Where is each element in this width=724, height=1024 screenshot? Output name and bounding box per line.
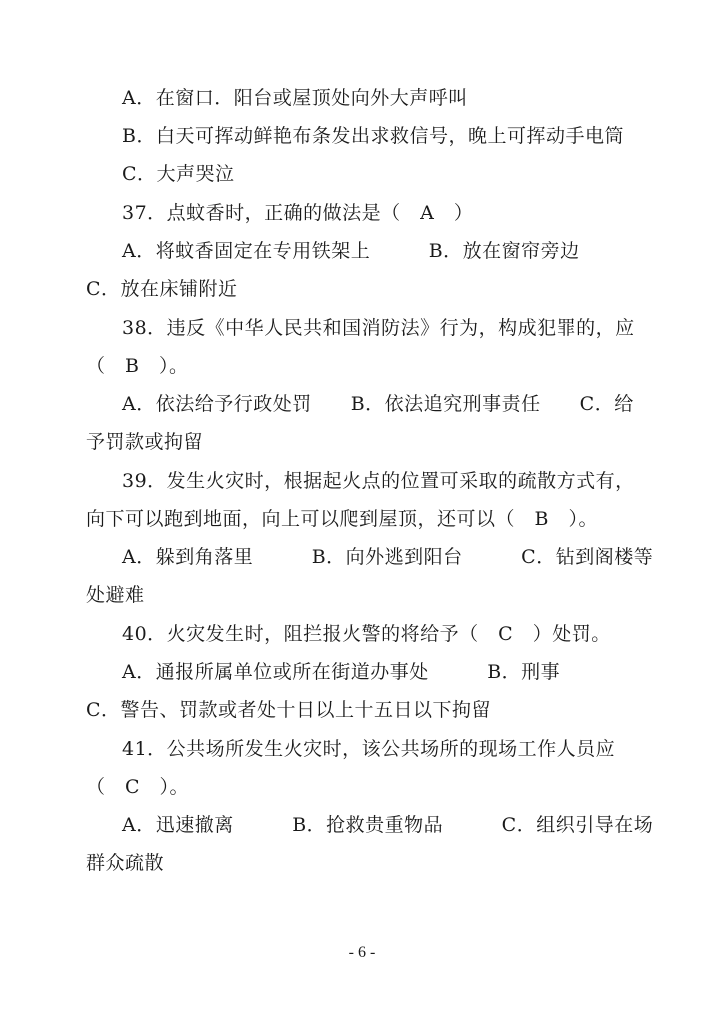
option-line: A．通报所属单位或所在街道办事处 B．刑事 bbox=[122, 661, 561, 683]
option-line: 处避难 bbox=[86, 584, 145, 606]
question-line: 41．公共场所发生火灾时，该公共场所的现场工作人员应 bbox=[122, 738, 616, 760]
question-line: 向下可以跑到地面，向上可以爬到屋顶，还可以（ B ）。 bbox=[86, 508, 598, 530]
option-line: B．白天可挥动鲜艳布条发出求救信号，晚上可挥动手电筒 bbox=[122, 125, 624, 147]
option-line: A．躲到角落里 B．向外逃到阳台 C．钻到阁楼等 bbox=[122, 546, 654, 568]
question-line: 37．点蚊香时，正确的做法是（ A ） bbox=[122, 202, 474, 224]
option-line: A．在窗口．阳台或屋顶处向外大声呼叫 bbox=[122, 87, 468, 109]
option-line: 予罚款或拘留 bbox=[86, 431, 204, 453]
page-number: - 6 - bbox=[348, 944, 376, 961]
option-line: C．警告、罚款或者处十日以上十五日以下拘留 bbox=[86, 699, 492, 721]
option-line: A．将蚊香固定在专用铁架上 B．放在窗帘旁边 bbox=[122, 240, 580, 262]
question-line: 39．发生火灾时，根据起火点的位置可采取的疏散方式有， bbox=[122, 470, 635, 492]
option-line: 群众疏散 bbox=[86, 852, 165, 874]
option-line: A．依法给予行政处罚 B．依法追究刑事责任 C．给 bbox=[122, 393, 634, 415]
question-line: （ B ）。 bbox=[86, 355, 189, 377]
option-line: C．大声哭泣 bbox=[122, 163, 235, 185]
option-line: C．放在床铺附近 bbox=[86, 278, 238, 300]
option-line: A．迅速撤离 B．抢救贵重物品 C．组织引导在场 bbox=[122, 814, 654, 836]
question-line: 40．火灾发生时，阻拦报火警的将给予（ C ）处罚。 bbox=[122, 623, 611, 645]
question-line: （ C ）。 bbox=[86, 776, 190, 798]
question-line: 38．违反《中华人民共和国消防法》行为，构成犯罪的，应 bbox=[122, 317, 635, 339]
